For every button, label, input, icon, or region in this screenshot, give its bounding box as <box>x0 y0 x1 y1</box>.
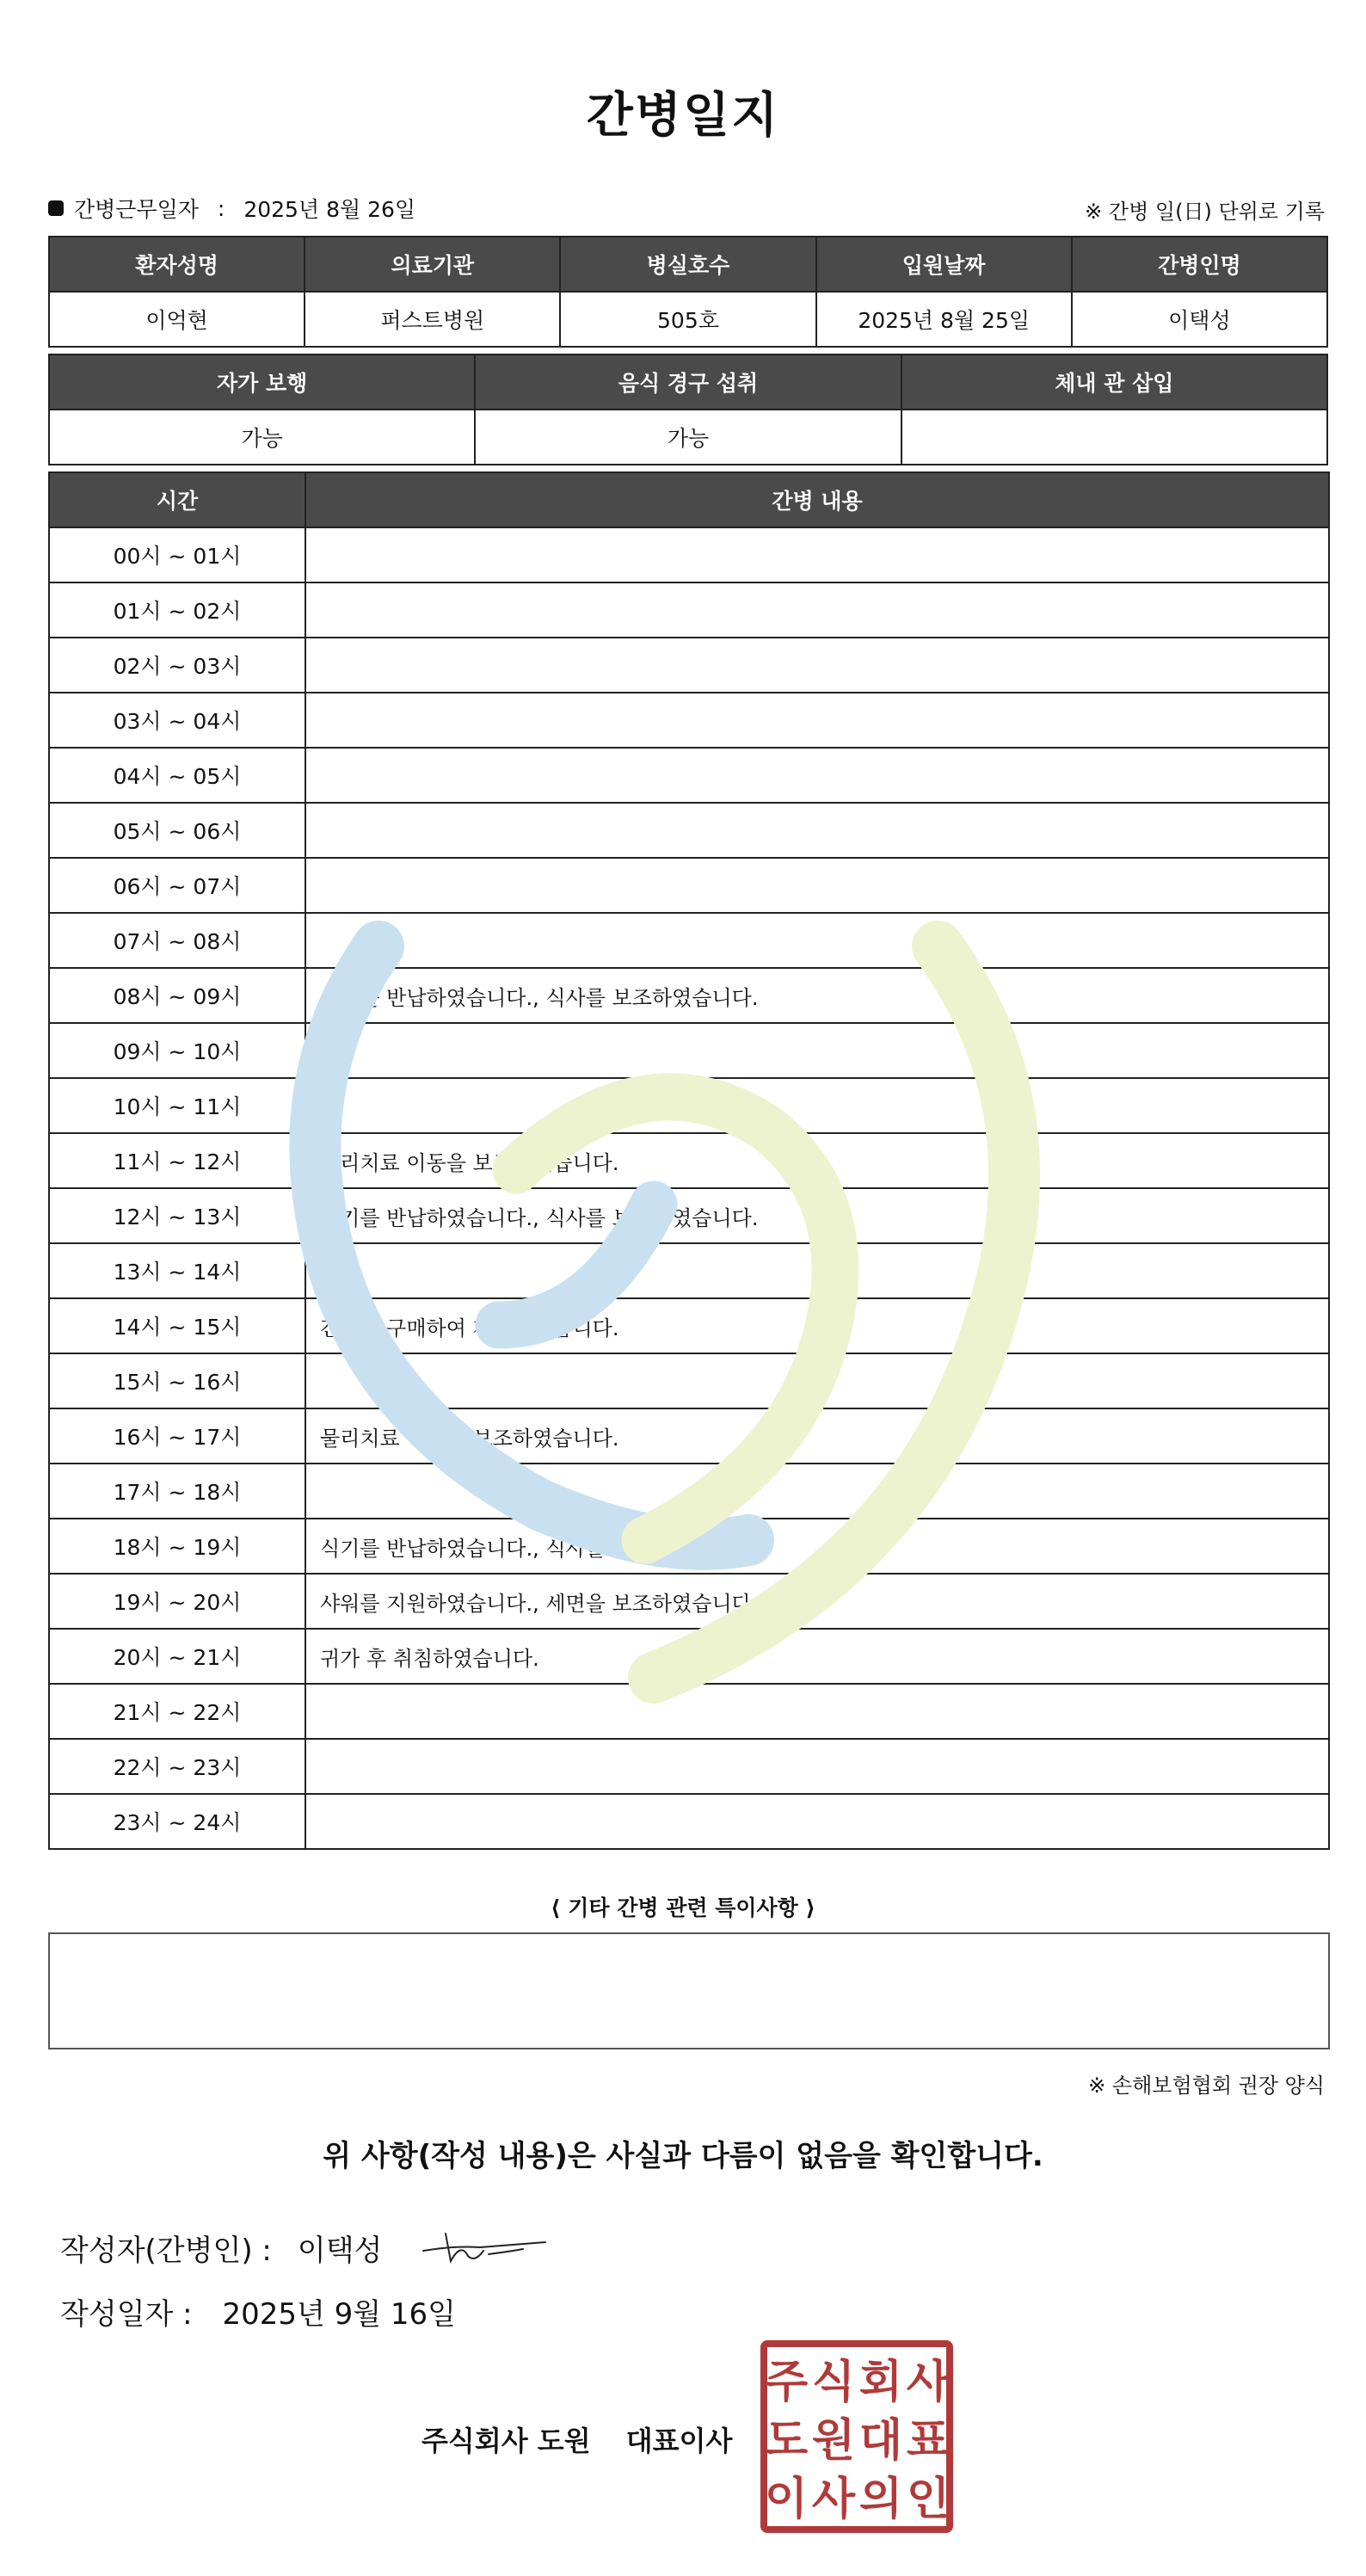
care-content-cell <box>305 858 1329 913</box>
hospital: 퍼스트병원 <box>305 292 560 347</box>
care-content-cell <box>305 1739 1329 1794</box>
care-content-cell <box>305 1684 1329 1739</box>
time-cell: 07시 ~ 08시 <box>49 913 305 968</box>
table-row <box>49 1078 1329 1133</box>
header-admission-date: 입원날짜 <box>816 237 1072 292</box>
company-title: 대표이사 <box>625 2425 733 2457</box>
time-cell: 15시 ~ 16시 <box>49 1353 305 1408</box>
tube-status <box>901 410 1327 465</box>
header-room: 병실호수 <box>560 237 815 292</box>
page-title: 간병일지 <box>586 88 780 144</box>
seal-character: 대 <box>858 2415 903 2467</box>
time-cell: 00시 ~ 01시 <box>49 527 305 582</box>
written-date-label: 작성일자 : <box>60 2297 193 2332</box>
table-row <box>49 1684 1329 1739</box>
header-tube: 체내 관 삽입 <box>901 354 1327 410</box>
seal-character: 도 <box>764 2415 809 2467</box>
patient-info-table <box>48 236 1328 348</box>
table-row <box>49 913 1329 968</box>
care-content-cell <box>305 527 1329 582</box>
seal-character: 주 <box>764 2357 809 2408</box>
company-seal-icon <box>760 2340 953 2533</box>
special-notes-box <box>48 1932 1330 2049</box>
header-oral-intake: 음식 경구 섭취 <box>475 354 901 410</box>
time-cell: 23시 ~ 24시 <box>49 1794 305 1849</box>
walking-status: 가능 <box>49 410 475 465</box>
caregiver-name: 이택성 <box>1072 292 1327 347</box>
care-content-cell <box>305 1464 1329 1519</box>
time-cell: 17시 ~ 18시 <box>49 1464 305 1519</box>
table-row <box>49 803 1329 858</box>
time-cell: 02시 ~ 03시 <box>49 638 305 693</box>
time-cell: 14시 ~ 15시 <box>49 1298 305 1353</box>
time-cell: 18시 ~ 19시 <box>49 1519 305 1574</box>
care-content-cell: 물리치료 이동을 보조하였습니다. <box>305 1133 1329 1188</box>
work-date-value: 2025년 8월 26일 <box>243 197 416 222</box>
header-care-content: 간병 내용 <box>305 472 1329 527</box>
table-row <box>49 1574 1329 1629</box>
patient-name: 이억현 <box>49 292 305 347</box>
written-date-line <box>60 2290 456 2333</box>
table-row <box>49 748 1329 803</box>
time-cell: 05시 ~ 06시 <box>49 803 305 858</box>
table-row <box>49 1133 1329 1188</box>
recommend-note: ※ 손해보험협회 권장 양식 <box>1088 2074 1325 2098</box>
time-cell: 09시 ~ 10시 <box>49 1023 305 1078</box>
care-content-cell: 식기를 반납하였습니다., 식사를 보조하였습니다. <box>305 1188 1329 1243</box>
time-cell: 20시 ~ 21시 <box>49 1629 305 1684</box>
seal-character: 인 <box>906 2474 951 2525</box>
care-content-cell <box>305 1078 1329 1133</box>
table-row <box>49 1298 1329 1353</box>
care-content-cell: 식기를 반납하였습니다., 식사를 보조하였습니다. <box>305 968 1329 1023</box>
room-number: 505호 <box>560 292 815 347</box>
time-cell: 13시 ~ 14시 <box>49 1243 305 1298</box>
bullet-icon <box>48 200 64 216</box>
time-cell: 12시 ~ 13시 <box>49 1188 305 1243</box>
time-cell: 21시 ~ 22시 <box>49 1684 305 1739</box>
table-row <box>49 1023 1329 1078</box>
time-cell: 08시 ~ 09시 <box>49 968 305 1023</box>
table-row <box>49 638 1329 693</box>
time-cell: 11시 ~ 12시 <box>49 1133 305 1188</box>
patient-status-table <box>48 354 1328 465</box>
time-cell: 10시 ~ 11시 <box>49 1078 305 1133</box>
seal-character: 의 <box>858 2474 903 2525</box>
header-hospital: 의료기관 <box>305 237 560 292</box>
writer-label: 작성자(간병인) : <box>60 2234 272 2268</box>
table-row <box>49 1408 1329 1464</box>
table-row <box>49 1794 1329 1849</box>
writer-line <box>60 2227 382 2269</box>
table-row <box>49 968 1329 1023</box>
company-name: 주식회사 도원 <box>421 2425 591 2457</box>
table-row <box>49 1739 1329 1794</box>
care-content-cell: 귀가 후 취침하였습니다. <box>305 1629 1329 1684</box>
signature-stroke <box>423 2234 545 2261</box>
table-row <box>49 858 1329 913</box>
header-caregiver-name: 간병인명 <box>1072 237 1327 292</box>
table-row <box>49 582 1329 638</box>
time-cell: 01시 ~ 02시 <box>49 582 305 638</box>
care-content-cell <box>305 1243 1329 1298</box>
time-cell: 04시 ~ 05시 <box>49 748 305 803</box>
care-content-cell <box>305 1794 1329 1849</box>
time-cell: 22시 ~ 23시 <box>49 1739 305 1794</box>
care-content-cell <box>305 1023 1329 1078</box>
seal-character: 이 <box>764 2474 809 2525</box>
care-content-cell: 샤워를 지원하였습니다., 세면을 보조하였습니다. <box>305 1574 1329 1629</box>
time-cell: 03시 ~ 04시 <box>49 693 305 748</box>
oral-intake-status: 가능 <box>475 410 901 465</box>
table-row <box>49 1243 1329 1298</box>
seal-character: 사 <box>906 2357 951 2408</box>
seal-character: 식 <box>811 2357 856 2408</box>
table-row <box>49 527 1329 582</box>
table-row <box>49 1519 1329 1574</box>
care-log-table <box>48 471 1330 1850</box>
care-content-cell <box>305 582 1329 638</box>
care-content-cell <box>305 638 1329 693</box>
care-content-cell <box>305 913 1329 968</box>
confirm-statement: 위 사항(작성 내용)은 사실과 다름이 없음을 확인합니다. <box>323 2139 1043 2173</box>
work-date-label: 간병근무일자 <box>74 197 199 222</box>
written-date-value: 2025년 9월 16일 <box>222 2297 457 2332</box>
table-row <box>49 1629 1329 1684</box>
signature-icon <box>420 2225 549 2270</box>
header-walking: 자가 보행 <box>49 354 475 410</box>
header-patient-name: 환자성명 <box>49 237 305 292</box>
care-content-cell <box>305 1353 1329 1408</box>
writer-name: 이택성 <box>297 2234 383 2268</box>
admission-date: 2025년 8월 25일 <box>816 292 1072 347</box>
table-row <box>49 693 1329 748</box>
time-cell: 19시 ~ 20시 <box>49 1574 305 1629</box>
table-row <box>49 1464 1329 1519</box>
care-content-cell <box>305 803 1329 858</box>
care-content-cell <box>305 693 1329 748</box>
seal-character: 원 <box>811 2415 856 2467</box>
time-cell: 06시 ~ 07시 <box>49 858 305 913</box>
seal-character: 표 <box>906 2415 951 2467</box>
work-date-separator: : <box>217 195 225 221</box>
care-content-cell: 물리치료 이동을 보조하였습니다. <box>305 1408 1329 1464</box>
care-content-cell: 간식을 구매하여 제공하였습니다. <box>305 1298 1329 1353</box>
care-content-cell: 식기를 반납하였습니다., 식사를 보조하였습니다. <box>305 1519 1329 1574</box>
care-content-cell <box>305 748 1329 803</box>
table-row <box>49 1188 1329 1243</box>
work-date <box>48 193 415 224</box>
seal-character: 사 <box>811 2474 856 2525</box>
seal-character: 회 <box>858 2357 903 2408</box>
header-time: 시간 <box>49 472 305 527</box>
record-note: ※ 간병 일(日) 단위로 기록 <box>1085 200 1325 224</box>
table-row <box>49 1353 1329 1408</box>
company-line <box>421 2419 732 2459</box>
time-cell: 16시 ~ 17시 <box>49 1408 305 1464</box>
special-notes-title: ⟨ 기타 간병 관련 특이사항 ⟩ <box>551 1895 815 1920</box>
